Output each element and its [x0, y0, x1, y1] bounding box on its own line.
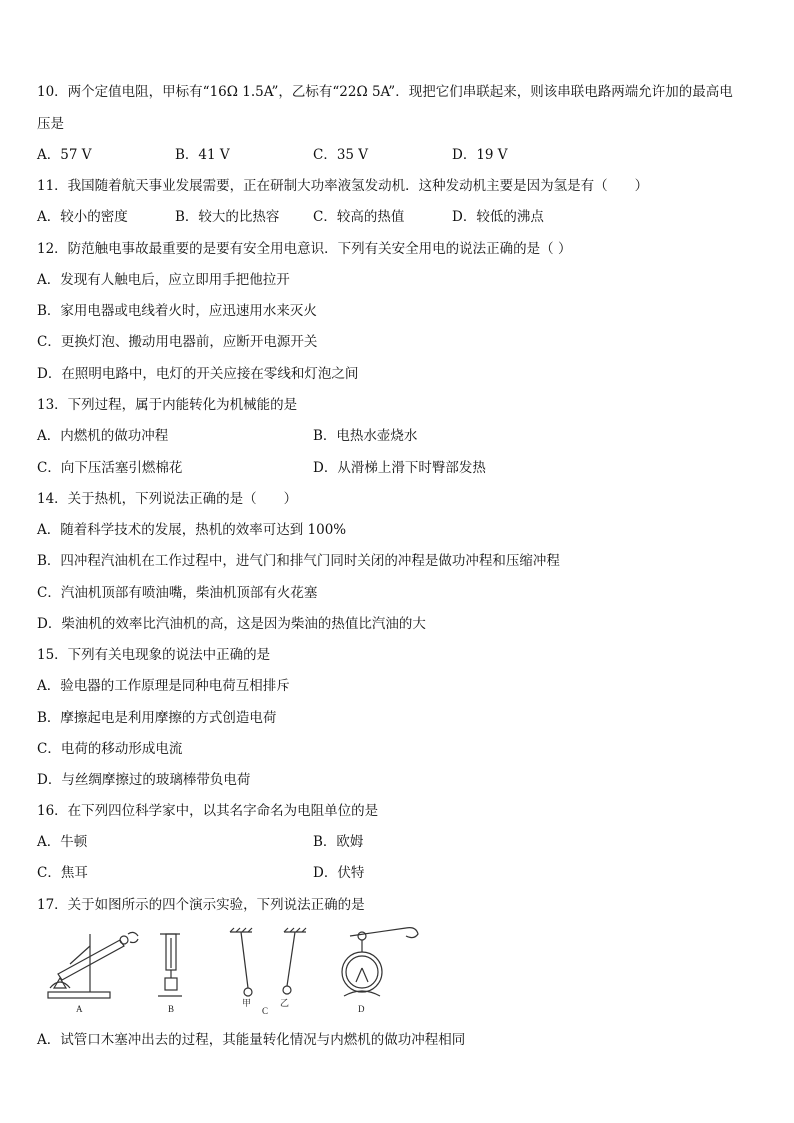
q11-stem: 11．我国随着航天事业发展需要，正在研制大功率液氢发动机．这种发动机主要是因为氢是有（ ） [37, 178, 649, 194]
q15-option-c: C．电荷的移动形成电流 [37, 741, 183, 757]
figure-c-hanging-balls [230, 928, 306, 996]
q14-option-a: A．随着科学技术的发展，热机的效率可达到 100% [37, 522, 347, 538]
q17-experiment-figures [40, 924, 430, 1024]
q14-option-d: D．柴油机的效率比汽油机的高，这是因为柴油的热值比汽油的大 [37, 616, 426, 632]
figure-d-label: D [358, 1004, 365, 1014]
q10-option-d: D．19 V [452, 147, 508, 163]
q10-option-c: C．35 V [313, 147, 369, 163]
experiment-illustration [40, 924, 430, 1024]
q11-option-d: D．较低的沸点 [452, 209, 544, 225]
q13-option-a: A．内燃机的做功冲程 [37, 428, 169, 444]
figure-a-label: A [76, 1004, 83, 1014]
q16-option-b: B．欧姆 [313, 834, 364, 850]
q10-option-b: B．41 V [175, 147, 230, 163]
q13-stem: 13．下列过程，属于内能转化为机械能的是 [37, 397, 298, 413]
ball-yi-label: 乙 [280, 998, 290, 1008]
q12-option-b: B．家用电器或电线着火时，应迅速用水来灭火 [37, 303, 317, 319]
q15-option-d: D．与丝绸摩擦过的玻璃棒带负电荷 [37, 772, 251, 788]
q15-option-a: A．验电器的工作原理是同种电荷互相排斥 [37, 678, 290, 694]
q16-option-a: A．牛顿 [37, 834, 88, 850]
q11-option-b: B．较大的比热容 [175, 209, 280, 225]
q16-option-c: C．焦耳 [37, 865, 88, 881]
q14-option-c: C．汽油机顶部有喷油嘴，柴油机顶部有火花塞 [37, 585, 318, 601]
q12-stem: 12．防范触电事故最重要的是要有安全用电意识．下列有关安全用电的说法正确的是（ ） [37, 241, 572, 257]
figure-c-label: C [262, 1006, 269, 1016]
q11-option-a: A．较小的密度 [37, 209, 128, 225]
figure-b-label: B [168, 1004, 175, 1014]
ball-jia-label: 甲 [242, 998, 252, 1008]
q10-stem-line2: 压是 [37, 116, 64, 132]
q16-option-d: D．伏特 [313, 865, 365, 881]
figure-d-electroscope [342, 928, 418, 996]
q10-stem-line1: 10．两个定值电阻，甲标有“16Ω 1.5A”，乙标有“22Ω 5A”．现把它们串联起来，则该串联电路两端允许加的最高电 [37, 84, 733, 100]
q14-option-b: B．四冲程汽油机在工作过程中，进气门和排气门同时关闭的冲程是做功冲程和压缩冲程 [37, 553, 560, 569]
q11-option-c: C．较高的热值 [313, 209, 405, 225]
q17-stem: 17．关于如图所示的四个演示实验，下列说法正确的是 [37, 897, 365, 913]
q17-option-a: A．试管口木塞冲出去的过程，其能量转化情况与内燃机的做功冲程相同 [37, 1032, 466, 1048]
q15-stem: 15．下列有关电现象的说法中正确的是 [37, 647, 271, 663]
q13-option-b: B．电热水壶烧水 [313, 428, 418, 444]
q13-option-c: C．向下压活塞引燃棉花 [37, 460, 183, 476]
q10-option-a: A．57 V [37, 147, 92, 163]
figure-a-test-tube-heating [48, 932, 138, 998]
q14-stem: 14．关于热机，下列说法正确的是（ ） [37, 491, 298, 507]
figure-b-spring-scale [158, 934, 182, 996]
q12-option-c: C．更换灯泡、搬动用电器前，应断开电源开关 [37, 334, 318, 350]
q16-stem: 16．在下列四位科学家中，以其名字命名为电阻单位的是 [37, 803, 379, 819]
q15-option-b: B．摩擦起电是利用摩擦的方式创造电荷 [37, 710, 277, 726]
q13-option-d: D．从滑梯上滑下时臀部发热 [313, 460, 486, 476]
q12-option-d: D．在照明电路中，电灯的开关应接在零线和灯泡之间 [37, 366, 359, 382]
q12-option-a: A．发现有人触电后，应立即用手把他拉开 [37, 272, 290, 288]
